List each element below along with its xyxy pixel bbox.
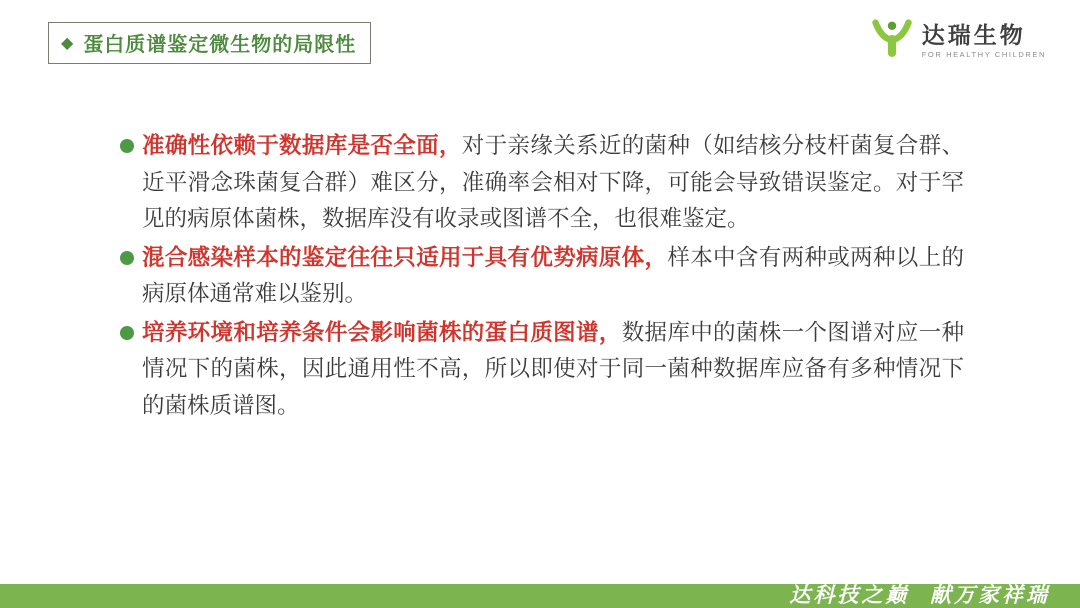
bullet-body: 对于亲缘关系近的菌种（如结核分枝杆菌复合群、近平滑念珠菌复合群）难区分，准确率会相对下降，可能会导致错误鉴定。对于罕见的病原体菌株，数据库没有收录或图谱不全，也很难鉴定。 (142, 133, 964, 231)
diamond-icon: ◆ (61, 32, 75, 52)
company-logo (870, 18, 1046, 62)
logo-name: 达瑞生物 (921, 22, 1026, 48)
bullet-dot-icon (120, 326, 134, 340)
bullet-lead: 培养环境和培养条件会影响菌株的蛋白质图谱， (142, 319, 622, 345)
bullet-item (142, 128, 964, 238)
footer-slogan: 达科技之巅 献万家祥瑞 (789, 582, 1050, 607)
bullet-dot-icon (120, 139, 134, 153)
bullet-item (142, 240, 964, 313)
logo-tagline: FOR HEALTHY CHILDREN (921, 50, 1046, 60)
slide-title-box (48, 22, 371, 64)
bullet-list (142, 128, 964, 426)
bullet-body: 数据库中的菌株一个图谱对应一种情况下的菌株，因此通用性不高，所以即使对于同一菌种数据库应备有多种情况下的菌株质谱图。 (142, 319, 964, 418)
bullet-item (142, 315, 964, 425)
bullet-body: 样本中含有两种或两种以上的病原体通常难以鉴别。 (142, 244, 964, 306)
person-raised-arms-icon (870, 18, 914, 62)
page-title: 蛋白质谱鉴定微生物的局限性 (83, 34, 357, 56)
logo-text (922, 18, 1046, 59)
bullet-dot-icon (120, 251, 134, 265)
bullet-lead: 准确性依赖于数据库是否全面， (142, 133, 462, 158)
bullet-lead: 混合感染样本的鉴定往往只适用于具有优势病原体， (142, 244, 668, 270)
